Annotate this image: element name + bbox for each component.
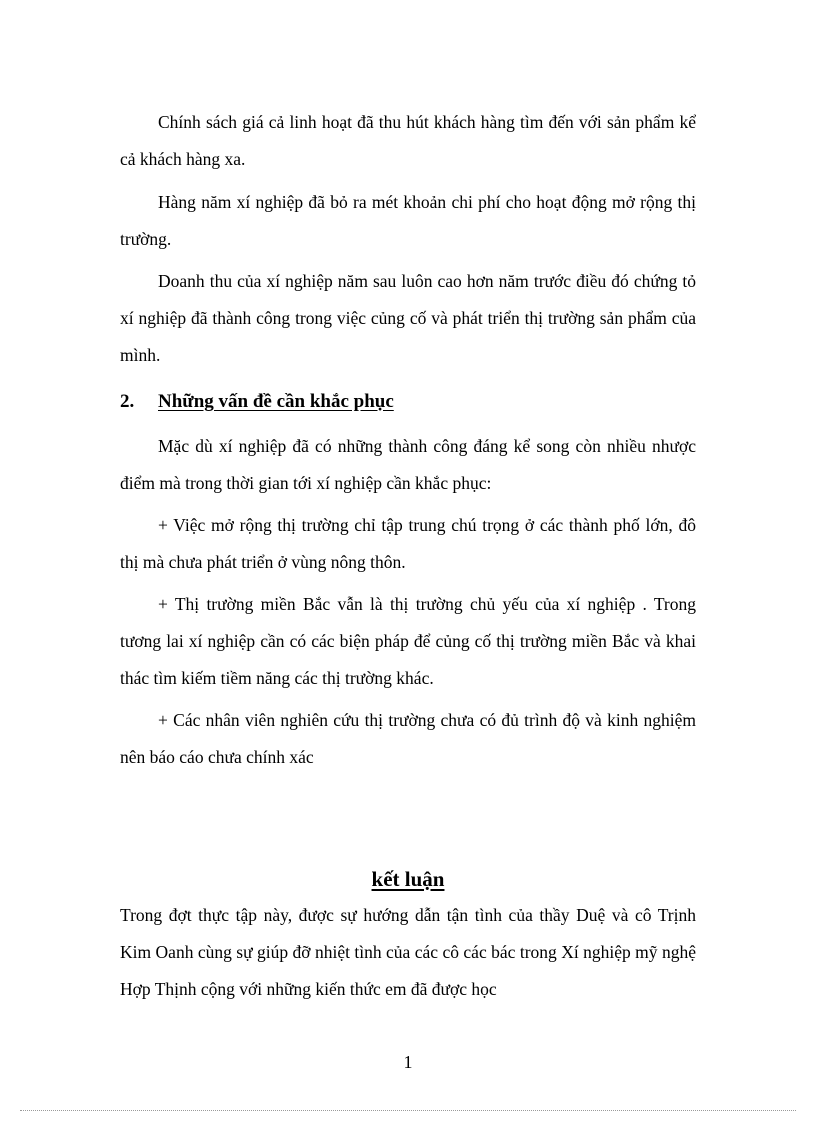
paragraph-research-staff: + Các nhân viên nghiên cứu thị trường chưa có đủ trình độ và kinh nghiệm nên báo cáo chưa chính xác: [120, 710, 696, 767]
paragraph-pricing-policy: Chính sách giá cả linh hoạt đã thu hút khách hàng tìm đến với sản phẩm kể cả khách hàng xa.: [120, 112, 696, 169]
paragraph-revenue-growth: Doanh thu của xí nghiệp năm sau luôn cao hơn năm trước điều đó chứng tỏ xí nghiệp đã thành công trong việc củng cố và phát triển thị trường sản phẩm của mình.: [120, 271, 696, 365]
paragraph-northern-market: + Thị trường miền Bắc vẫn là thị trường chủ yếu của xí nghiệp . Trong tương lai xí nghiệp cần có các biện pháp để củng cố thị trường miền Bắc và khai thác tìm kiếm tiềm năng các thị trường khác.: [120, 594, 696, 688]
paragraph-conclusion: Trong đợt thực tập này, được sự hướng dẫn tận tình của thầy Duệ và cô Trịnh Kim Oanh cùng sự giúp đỡ nhiệt tình của các cô các bác trong Xí nghiệp mỹ nghệ Hợp Thịnh cộng với những kiến thức em đã được học: [120, 905, 696, 999]
footer-divider: [20, 1110, 796, 1111]
paragraph-market-expansion-cost: Hàng năm xí nghiệp đã bỏ ra mét khoản chi phí cho hoạt động mở rộng thị trường.: [120, 192, 696, 249]
section-number: 2.: [120, 391, 135, 412]
paragraph-weaknesses-intro: Mặc dù xí nghiệp đã có những thành công đáng kể song còn nhiều nhược điểm mà trong thời gian tới xí nghiệp cần khắc phục:: [120, 436, 696, 493]
conclusion-title: kết luận: [371, 867, 445, 891]
section-title: Những vấn đề cần khắc phục: [158, 391, 394, 412]
section-heading: [120, 385, 394, 419]
page-number: 1: [403, 1052, 413, 1072]
conclusion-heading: [120, 862, 696, 896]
paragraph-urban-focus: + Việc mở rộng thị trường chỉ tập trung chú trọng ở các thành phố lớn, đô thị mà chưa phát triển ở vùng nông thôn.: [120, 515, 696, 572]
